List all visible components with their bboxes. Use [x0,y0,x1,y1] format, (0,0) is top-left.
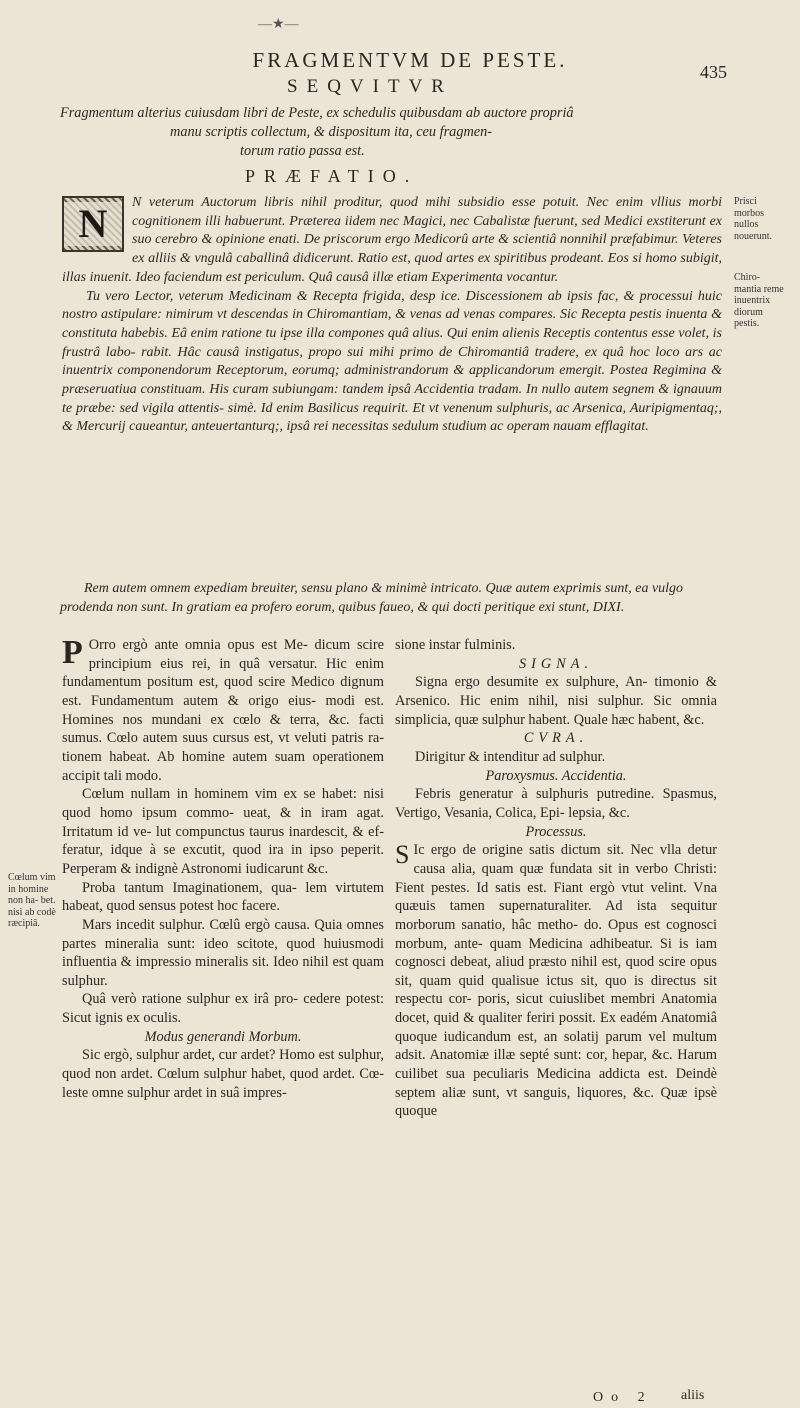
paragraph: Sic ergò, sulphur ardet, cur ardet? Homo est sulphur, quod non ardet. Cœlum sulphur habet, quod ardet. Cœ- leste omne sulphur ardet in suâ impres- [62,1047,384,1101]
intro-line: Fragmentum alterius cuiusdam libri de Peste, ex schedulis quibusdam ab auctore propriâ [60,105,574,121]
preface-text [62,194,722,437]
preface-closing [60,580,720,617]
subheading: Paroxysmus. Accidentia. [485,767,627,784]
paragraph: Dirigitur & intenditur ad sulphur. [415,748,606,765]
right-column [395,636,717,1121]
sidenote: Prisci morbos nullos nouerunt. [734,196,773,242]
subheading: Processus. [525,823,587,840]
paragraph: sione instar fulminis. [395,637,516,653]
intro-line: manu scriptis collectum, & dispositum ita, ceu fragmen- [170,124,493,140]
intro-note [60,104,720,161]
paragraph: Signa ergo desumite ex sulphure, An- timonio & Arsenico. Hic enim nihil, nisi sulphur. Sic omnia simplicia, quæ sulphur habent. Quale hæc habent, &c. [395,674,717,728]
subheading: CVRA. [523,730,589,747]
preface-paragraph: Tu vero Lector, veterum Medicinam & Recepta frigida, desp ice. Discessionem ab ipsis fac, & processui huic nostro astipulare: nimirum vt descendas in Chiromantiam, & venas ad venas compares. Sic Recepta pestis inuenta & constituta habebis. Eâ enim ratione tu ipse illa compones quâ alius. Qui enim alienis Receptis contentus esse volet, is frustrâ labo- rabit. Hâc causâ instigatus, propo sui mihi primo de Chiromantiâ tradere, ex quâ hoc loco ars ac inuentrix componendorum Receptorum, eorumq; administrandorum & applicandorum emergit. Postea Regimina & præseruatiua constituam. His curam subiungam: tandem ipsâ Accidentia tradam. In nullo autem segnem & ignauum te præbe: sed vigila attentis- simè. Id enim Basilicus requirit. Et vt venenum sulphuris, ac Arsenica, Auripigmentaq;, & Mercurij caueantur, anteuertanturq;, ipsâ rei necessitas sedulum studium ac operam nauam efflagitat. [62,288,722,435]
praefatio-heading: PRÆFATIO. [245,166,419,186]
drop-capital: S [395,840,410,870]
printer-ornament: —★— [258,17,299,32]
closing-paragraph: Rem autem omnem expediam breuiter, sensu plano & minimè intricato. Quæ autem exprimis sunt, ea vulgo prodenda non sunt. In gratiam ea profero eorum, quibus faueo, & qui docti peritique exi stunt, DIXI. [60,581,684,615]
paragraph: Orro ergò ante omnia opus est Me- dicum scire principium eius rei, in quâ versatur. Hic enim fundamentum positum est, quod scire Medico dignum est. Fundamentum autem & origo eius- modi est. Homines nos mundani ex cœlo & terra, &c. facti sumus. Cœlo autem suus cursus est, vt veluti patris ra- tionem habeat. Ab homine autem suam operationem accipit tali modo. [62,637,384,784]
preface-paragraph: N veterum Auctorum libris nihil proditur, quod mihi subsidio esse potuit. Nec enim vllius morbi cognitionem illi habuerunt. Præterea iidem nec Magici, nec Cabalistæ fuerunt, sed Medici exstiterunt ex suo cerebro & opinione enati. De priscorum ergo Medicorû arte & scientiâ nonnihil præfabimur. Veteres ex alliis & vngulâ caballinâ didicerunt. Ratio est, quod artes ex spiritibus prodeant. Eos si homo subigit, illas inuenit. Ideo faciendum est periculum. Quâ causâ illæ etiam Experimenta vocantur. [62,195,722,285]
intro-line: torum ratio passa est. [240,143,365,159]
running-title: FRAGMENTVM DE PESTE. [252,48,568,72]
paragraph: Proba tantum Imaginationem, qua- lem virtutem habeat, quod sensus potest hoc facere. [62,879,384,915]
section-heading: SEQVITVR [287,76,453,97]
paragraph: Ic ergo de origine satis dictum sit. Nec vlla detur causa alia, quam quæ fundata sit in verbo Christi: Fient pestes. Id satis est. Fiant ergò vtut velint. Vna quæuis tamen supernaturaliter. Ad ista sequitur morborum sanatio, hâc metho- do. Opus est cognosci morbum, ante- quam Medicina adhibeatur. Si is iam cognosci debeat, aliud præsto nihil est, quod scire opus sit, quam quid qualisue ictus sit, quo is directus sit respectu cor- poris, sicut cuiuslibet membri Anatomia docet, quid & qualiter feriri possit. Ex eadém Anatomiâ quoque iudicandum est, an solatij parum vel multum adsit. Anatomiæ illæ septé sunt: cor, hepar, &c. Harum cuilibet sua peculiaris Medicina addicta est. Deindè septem aliæ sunt, vt sanguis, liquores, &c. Quæ ipsè quoque [395,842,717,1120]
sidenote: Cœlum vim in homine non ha- bet. nisi ab codè ræcipiâ. [8,872,56,929]
paragraph: Febris generatur à sulphuris putredine. Spasmus, Vertigo, Vesania, Colica, Epi- lepsia, &c. [395,786,717,821]
drop-capital: P [62,634,83,671]
page-number: 435 [700,62,727,82]
signature-mark: Oo 2 [593,1390,653,1405]
decorated-initial: N [62,196,124,252]
sidenote: Chiro- mantia reme inuentrix diorum pestis. [734,272,784,329]
paragraph: Mars incedit sulphur. Cœlû ergò causa. Quia omnes partes mineralia sunt: ideo scitote, quod huiusmodi influentia & impressio mineralis sit. Ideo nihil est quam sulphur. [62,916,384,989]
subheading: Modus generandi Morbum. [144,1028,302,1045]
catchword: aliis [681,1388,705,1403]
paragraph: Quâ verò ratione sulphur ex irâ pro- cedere potest: Sicut ignis ex oculis. [62,991,384,1027]
left-column [62,636,384,1102]
subheading: SIGNA. [518,655,594,672]
paragraph: Cœlum nullam in hominem vim ex se habet: nisi quod homo ipsum commo- ueat, & in iram agat. Irritatum id ve- lut compunctus taurus inardescit, & ef- feratur, idque à se excutit, quod ira in ipso peperit. Perperam & indignè Astronomi iudicarunt &c. [62,786,384,877]
